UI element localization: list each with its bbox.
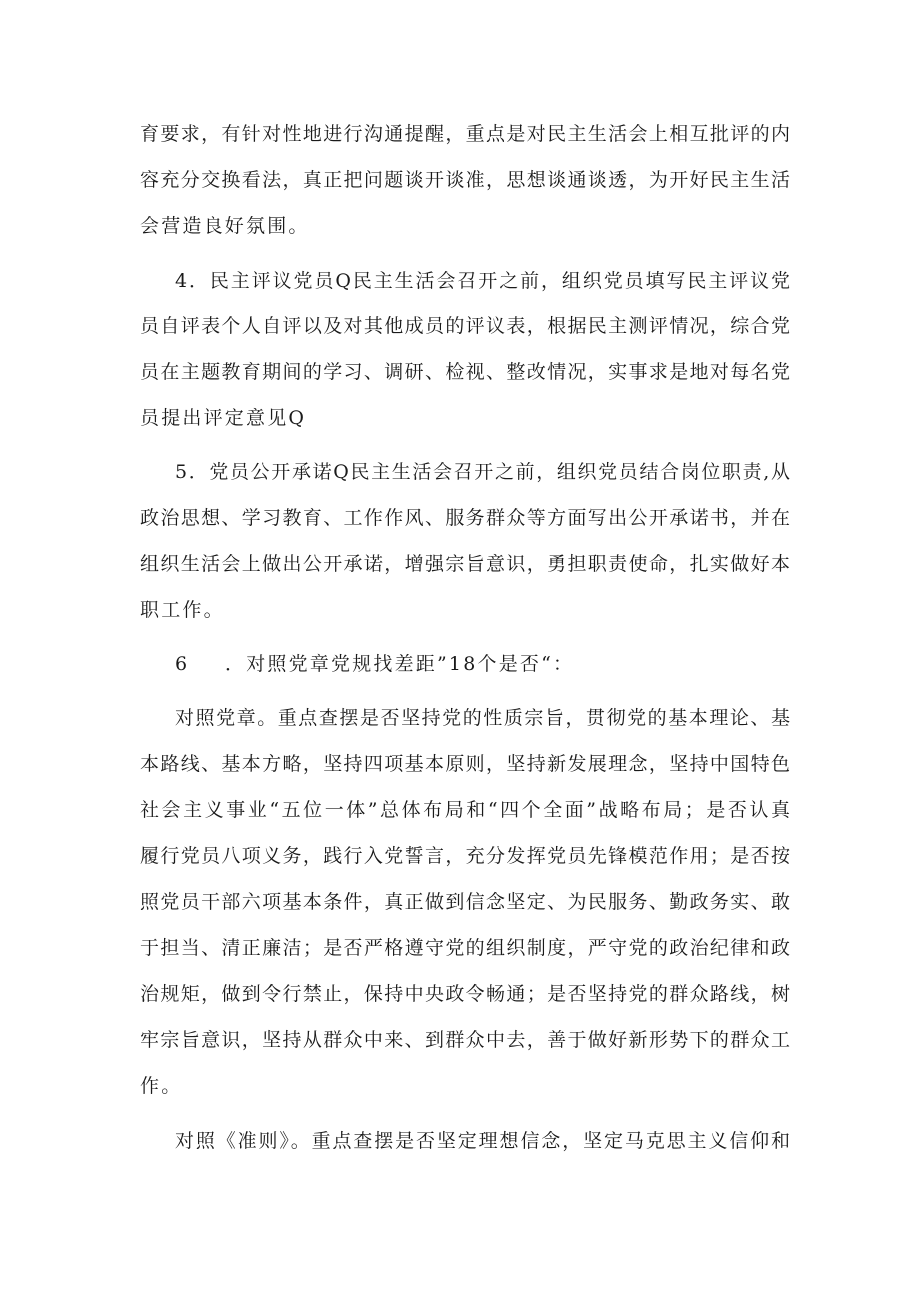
text-line: 员提出评定意见Q: [140, 407, 307, 429]
text-line: 作。: [140, 1075, 183, 1097]
text-line: 履行党员八项义务，践行入党誓言，充分发挥党员先锋模范作用；是否按: [140, 845, 790, 867]
text-line: 于担当、清正廉洁；是否严格遵守党的组织制度，严守党的政治纪律和政: [140, 937, 790, 959]
text-line: 对照党章。重点查摆是否坚持党的性质宗旨，贯彻党的基本理论、基: [175, 707, 790, 729]
text-line: 员自评表个人自评以及对其他成员的评议表，根据民主测评情况，综合党: [140, 315, 790, 337]
section-number: 6: [175, 653, 190, 675]
text-line: 对照《准则》。重点查摆是否坚定理想信念，坚定马克思主义信仰和: [175, 1130, 790, 1152]
text-line: 牢宗旨意识，坚持从群众中来、到群众中去，善于做好新形势下的群众工: [140, 1029, 790, 1051]
section-title: ．对照党章党规找差距”18个是否“：: [225, 653, 575, 675]
text-line: 政治思想、学习教育、工作作风、服务群众等方面写出公开承诺书，并在: [140, 507, 790, 529]
text-line: 照党员干部六项基本条件，真正做到信念坚定、为民服务、勤政务实、敢: [140, 891, 790, 913]
text-line: 治规矩，做到令行禁止，保持中央政令畅通；是否坚持党的群众路线，树: [140, 983, 790, 1005]
text-line: 员在主题教育期间的学习、调研、检视、整改情况，实事求是地对每名党: [140, 361, 790, 383]
text-line: 4．民主评议党员Q民主生活会召开之前，组织党员填写民主评议党: [175, 270, 790, 292]
text-line: 职工作。: [140, 599, 225, 621]
text-line: 社会主义事业“五位一体”总体布局和“四个全面”战略布局；是否认真: [140, 799, 790, 821]
section-heading-6: [175, 644, 790, 684]
text-line: 5．党员公开承诺Q民主生活会召开之前，组织党员结合岗位职责,从: [175, 461, 790, 483]
text-line: 组织生活会上做出公开承诺，增强宗旨意识，勇担职责使命，扎实做好本: [140, 553, 790, 575]
text-line: 本路线、基本方略，坚持四项基本原则，坚持新发展理念，坚持中国特色: [140, 753, 790, 775]
text-line: 容充分交换看法，真正把问题谈开谈准，思想谈通谈透，为开好民主生活: [140, 169, 790, 191]
text-line: 育要求，有针对性地进行沟通提醒，重点是对民主生活会上相互批评的内: [140, 123, 790, 145]
text-line: 会营造良好氛围。: [140, 215, 310, 237]
